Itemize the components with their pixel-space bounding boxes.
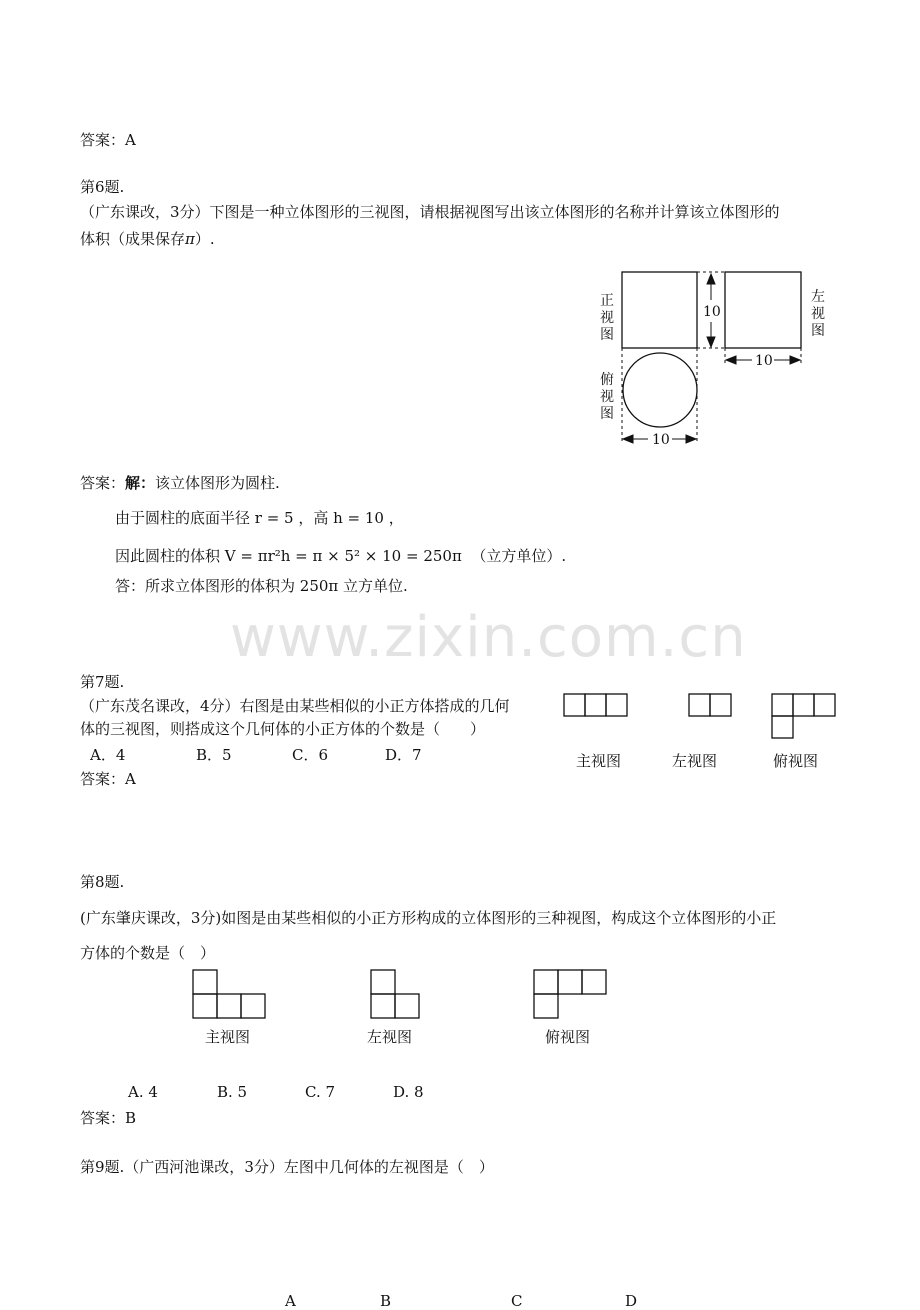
q8-option-a: A. 4 — [128, 1083, 158, 1101]
q7-line2: 体的三视图，则搭成这个几何体的小正方体的个数是（ ） — [80, 720, 486, 738]
front-view-rect — [622, 272, 697, 348]
q8-answer: 答案：B — [80, 1109, 137, 1127]
q8-line1: (广东肇庆课改，3分)如图是由某些相似的小正方形构成的立体图形的三种视图，构成这个立体图形的小正 — [80, 909, 777, 927]
q6-line2: 体积（成果保存π）. — [80, 230, 215, 248]
dim-top-width: 10 — [652, 432, 670, 448]
q6-line-volume: 因此圆柱的体积 V = πr²h = π × 5² × 10 = 250π （立方单位）. — [115, 547, 567, 565]
dim-height: 10 — [703, 304, 721, 320]
q8-option-b: B. 5 — [217, 1083, 248, 1101]
q9-option-b: B — [380, 1292, 392, 1310]
q7-option-d: D．7 — [385, 746, 422, 764]
q9-option-d: D — [625, 1292, 638, 1310]
q8-view-front: 主视图 — [205, 1028, 251, 1046]
top-label-3: 图 — [600, 406, 614, 422]
side-label-2: 视 — [811, 306, 825, 322]
q8-option-d: D. 8 — [393, 1083, 424, 1101]
top-view-circle — [623, 353, 697, 427]
front-label-3: 图 — [600, 327, 614, 343]
q7-line1: （广东茂名课改，4分）右图是由某些相似的小正方体搭成的几何 — [80, 697, 510, 715]
q8-line2: 方体的个数是（ ） — [80, 944, 216, 962]
q7-option-c: C．6 — [292, 746, 329, 764]
q7-view-front: 主视图 — [576, 752, 622, 770]
q6-line1: （广东课改，3分）下图是一种立体图形的三视图，请根据视图写出该立体图形的名称并计算该立体图形的 — [80, 203, 780, 221]
q6-answer: 答案：解：该立体图形为圆柱. — [80, 474, 280, 492]
front-label-1: 正 — [600, 293, 614, 309]
q7-option-a: A．4 — [90, 746, 126, 764]
q8-view-left: 左视图 — [367, 1028, 413, 1046]
top-label-1: 俯 — [600, 372, 614, 388]
watermark: www.zixin.com.cn — [230, 605, 747, 670]
q6-line-radius: 由于圆柱的底面半径 r = 5 ，高 h = 10 ， — [115, 509, 404, 527]
q8-view-top: 俯视图 — [545, 1028, 591, 1046]
q7-title: 第7题. — [80, 673, 125, 691]
q6-three-view-figure — [590, 262, 850, 457]
q7-view-top: 俯视图 — [773, 752, 819, 770]
q7-view-left: 左视图 — [672, 752, 718, 770]
front-label-2: 视 — [600, 310, 614, 326]
q9-option-c: C — [511, 1292, 523, 1310]
q5-answer: 答案：A — [80, 131, 136, 149]
q6-line-conclusion: 答：所求立体图形的体积为 250π 立方单位. — [115, 577, 408, 595]
q7-answer: 答案：A — [80, 770, 136, 788]
q8-title: 第8题. — [80, 873, 125, 891]
side-view-rect — [725, 272, 801, 348]
q8-views-figure — [185, 965, 615, 1025]
q7-views-figure — [560, 690, 850, 750]
q7-option-b: B．5 — [196, 746, 232, 764]
q6-title: 第6题. — [80, 178, 125, 196]
top-label-2: 视 — [600, 389, 614, 405]
q9-option-a: A — [285, 1292, 296, 1310]
q8-option-c: C. 7 — [305, 1083, 336, 1101]
dim-side-width: 10 — [755, 353, 773, 369]
q9-title: 第9题.（广西河池课改，3分）左图中几何体的左视图是（ ） — [80, 1158, 494, 1176]
side-label-3: 图 — [811, 323, 825, 339]
side-label-1: 左 — [811, 289, 825, 305]
